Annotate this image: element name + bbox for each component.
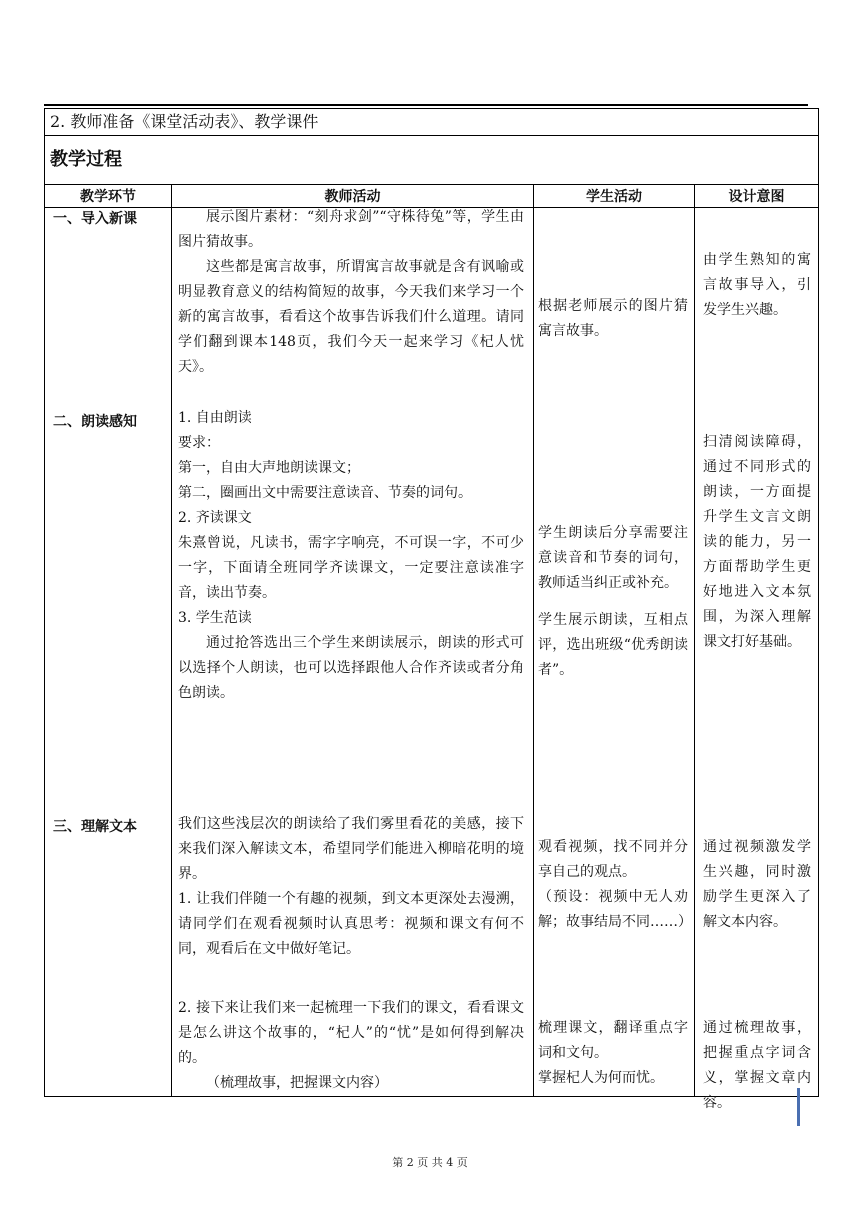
intent-block-2 <box>703 430 811 655</box>
teacher-block-3b <box>178 996 524 1096</box>
footer-total-pages: 4 <box>446 1156 454 1169</box>
teacher-text: 朱熹曾说，凡读书，需字字响亮，不可误一字，不可少一字，下面请全班同学齐读课文，一定要注意读准字音，读出节奏。 <box>178 535 524 601</box>
teacher-text: 2. 接下来让我们来一起梳理一下我们的课文，看看课文是怎么讲这个故事的，“杞人”的“忧”是如何得到解决的。 <box>178 1000 524 1066</box>
stage-3-label: 三、理解文本 <box>53 819 137 835</box>
teacher-text: 我们这些浅层次的朗读给了我们雾里看花的美感，接下来我们深入解读文本，希望同学们能进入柳暗花明的境界。 <box>178 816 524 882</box>
student-text: 掌握杞人为何而忧。 <box>538 1070 664 1086</box>
teacher-text: 第一，自由大声地朗读课文； <box>178 460 360 476</box>
student-text: 学生朗读后分享需要注意读音和节奏的词句，教师适当纠正或补充。 <box>538 525 688 591</box>
section-title: 教学过程 <box>45 136 819 185</box>
header-intent: 设计意图 <box>695 185 819 208</box>
footer-suffix: 页 <box>456 1156 468 1169</box>
footer-mid1: 页 <box>417 1156 429 1169</box>
teacher-block-3a <box>178 812 524 962</box>
teacher-text: 这些都是寓言故事，所谓寓言故事就是含有讽喻或明显教育意义的结构简短的故事，今天我们来学习一个新的寓言故事，看看这个故事告诉我们什么道理。请同学们翻到课本148页，我们今天一起来学习《杞人忧天》。 <box>178 259 524 375</box>
teacher-column <box>172 208 534 1097</box>
intent-block-3a <box>703 835 811 935</box>
student-block-3a <box>538 835 692 935</box>
student-text: 观看视频，找不同并分享自己的观点。 <box>538 839 688 880</box>
intent-text: 扫清阅读障碍，通过不同形式的朗读，一方面提升学生文言文朗读的能力，另一方面帮助学生更好地进入文本氛围，为深入理解课文打好基础。 <box>703 434 811 650</box>
student-block-1 <box>538 294 688 344</box>
student-block-3b <box>538 1016 688 1091</box>
stage-1-label: 一、导入新课 <box>53 211 137 227</box>
teacher-text: 1. 让我们伴随一个有趣的视频，到文本更深处去漫溯，请同学们在观看视频时认真思考：视频和课文有何不同，观看后在文中做好笔记。 <box>178 891 524 957</box>
student-block-2 <box>538 521 688 683</box>
intent-text: 通过视频激发学生兴趣，同时激励学生更深入了解文本内容。 <box>703 839 811 930</box>
lesson-plan-table <box>44 108 819 1111</box>
teacher-text: 3. 学生范读 <box>178 610 252 626</box>
teacher-block-2 <box>178 406 524 706</box>
student-text: 根据老师展示的图片猜寓言故事。 <box>538 298 688 339</box>
header-stage: 教学环节 <box>45 185 172 208</box>
footer-prefix: 第 <box>392 1156 404 1169</box>
intent-column <box>695 208 819 1111</box>
student-text: （预设：视频中无人劝解；故事结局不同……） <box>538 889 692 930</box>
table-row <box>45 208 819 1097</box>
footer-page-number: 2 <box>406 1156 414 1169</box>
header-student: 学生活动 <box>534 185 695 208</box>
teacher-text: 1. 自由朗读 <box>178 410 252 426</box>
intent-block-1 <box>703 248 811 323</box>
student-text: 学生展示朗读，互相点评，选出班级“优秀朗读者”。 <box>538 612 688 678</box>
preparation-row: 2. 教师准备《课堂活动表》、教学课件 <box>45 109 819 136</box>
teacher-text: 通过抢答选出三个学生来朗读展示，朗读的形式可以选择个人朗读，也可以选择跟他人合作齐读或者分角色朗读。 <box>178 635 524 701</box>
intent-block-3b <box>703 1016 811 1116</box>
teacher-text: 第二，圈画出文中需要注意读音、节奏的词句。 <box>178 485 472 501</box>
student-column <box>534 208 695 1097</box>
teacher-text: （梳理故事，把握课文内容） <box>206 1075 388 1091</box>
stage-column <box>45 208 172 1097</box>
page-footer <box>0 1154 860 1170</box>
stage-2-label: 二、朗读感知 <box>53 414 137 430</box>
intent-text: 由学生熟知的寓言故事导入，引发学生兴趣。 <box>703 252 811 318</box>
teacher-text: 展示图片素材：“刻舟求剑”“守株待兔”等，学生由图片猜故事。 <box>178 209 524 250</box>
student-text: 梳理课文，翻译重点字词和文句。 <box>538 1020 688 1061</box>
header-teacher: 教师活动 <box>172 185 534 208</box>
intent-text: 通过梳理故事，把握重点字词含义，掌握文章内容。 <box>703 1020 811 1111</box>
top-rule <box>44 104 808 106</box>
teacher-block-1 <box>178 205 524 380</box>
footer-mid2: 共 <box>431 1156 443 1169</box>
teacher-text: 要求： <box>178 435 220 451</box>
cursor-bar <box>797 1088 800 1126</box>
teacher-text: 2. 齐读课文 <box>178 510 252 526</box>
